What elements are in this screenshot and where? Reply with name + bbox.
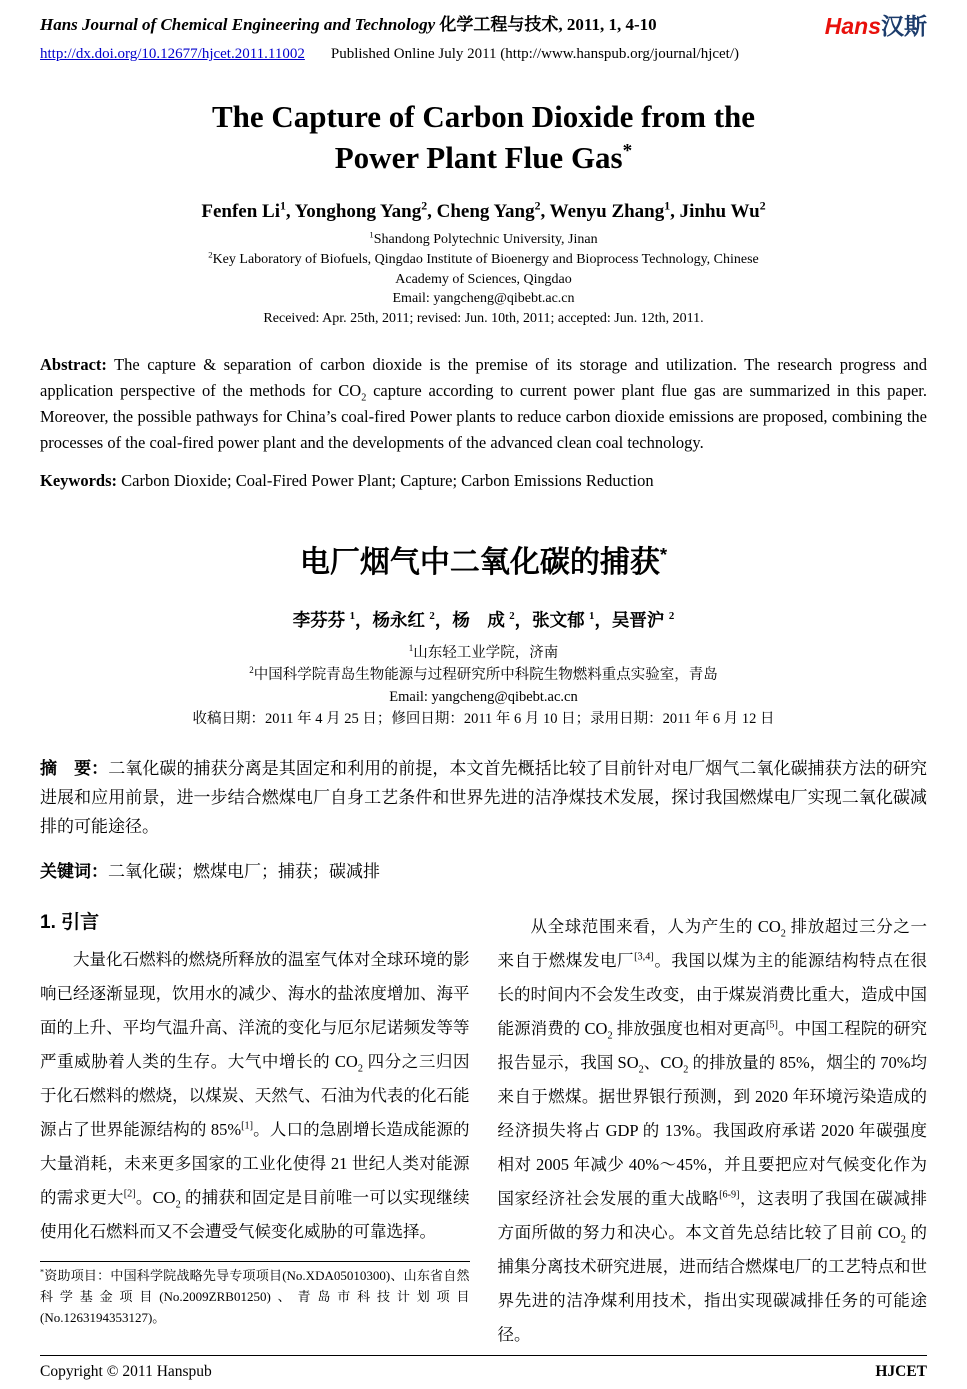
- journal-title: Hans Journal of Chemical Engineering and Technology 化学工程与技术, 2011, 1, 4-10: [40, 15, 657, 34]
- affiliation-en-1: $^1$Shandong Polytechnic University, Jinan: [369, 229, 598, 247]
- received-dates-zh: 收稿日期：2011 年 4 月 25 日；修回日期：2011 年 6 月 10 日；录用日期：2011 年 6 月 12 日: [192, 710, 775, 727]
- affiliation-zh-1: $^1$山东轻工业学院，济南: [408, 642, 559, 661]
- footer-copyright: Copyright © 2011 Hanspub: [40, 1363, 212, 1380]
- email-zh: Email: yangcheng@qibebt.ac.cn: [389, 688, 578, 705]
- affiliation-zh-2: $^2$中国科学院青岛生物能源与过程研究所中科院生物燃料重点实验室，青岛: [249, 664, 718, 683]
- keywords-en: Keywords: Carbon Dioxide; Coal-Fired Power Plant; Capture; Carbon Emissions Reduction: [40, 470, 654, 490]
- paper-title-en-line1: The Capture of Carbon Dioxide from the: [211, 99, 756, 134]
- affiliations-zh: [40, 642, 927, 730]
- intro-paragraph-left: 大量化石燃料的燃烧所释放的温室气体对全球环境的影响已经逐渐显现，饮用水的减少、海水的盐浓度增加、海平面的上升、平均气温升高、洋流的变化与厄尔尼诺频发等等严重威胁着人类的生存。大气中增长的 $CO_2$ 四分之三归因于化石燃料的燃烧，以煤炭、天然气、石油为代表的化石能源占了世界能源结构的 85%[1]。人口的急剧增长造成能源的大量消耗，未来更多国家的工业化使得 21 世纪人类对能源的需求更大[2]。$CO_2$ 的捕获和固定是目前唯一可以实现继续使用化石燃料而又不会遭受气候变化威胁的可靠选择。: [40, 949, 470, 1241]
- email-en: Email: yangcheng@qibebt.ac.cn: [392, 291, 575, 307]
- affiliations-en: [40, 230, 927, 329]
- paper-title-en-line2: Power Plant Flue Gas*: [334, 139, 633, 175]
- page-footer: [40, 1355, 927, 1381]
- funding-footnote-text: *资助项目：中国科学院战略先导专项项目(No.XDA05010300)、山东省自然科学基金项目(No.2009ZRB01250)、青岛市科技计划项目(No.1263194353127)。: [40, 1267, 470, 1325]
- body-columns: [40, 907, 927, 1352]
- keywords-zh: 关键词：二氧化碳；燃煤电厂；捕获；碳减排: [40, 861, 380, 881]
- publication-line: [40, 46, 927, 63]
- affiliation-en-2: $^2$Key Laboratory of Biofuels, Qingdao Institute of Bioenergy and Bioprocess Technology, Chinese: [208, 249, 759, 267]
- authors-en: Fenfen Li$^1$, Yonghong Yang$^2$, Cheng Yang$^2$, Wenyu Zhang$^1$, Jinhu Wu$^2$: [201, 199, 766, 222]
- paper-title-en: [40, 97, 927, 179]
- abstract-zh: 摘 要：二氧化碳的捕获分离是其固定和利用的前提，本文首先概括比较了目前针对电厂烟气二氧化碳捕获方法的研究进展和应用前景，进一步结合燃煤电厂自身工艺条件和世界先进的洁净煤技术发展，探讨我国燃煤电厂实现二氧化碳减排的可能途径。: [40, 758, 928, 837]
- authors-zh: 李芬芬 $^1$，杨永红 $^2$，杨 成 $^2$，张文郁 $^1$，吴晋沪 $^2$: [292, 609, 675, 630]
- left-column: [40, 907, 470, 1352]
- abstract-en: Abstract: The capture & separation of carbon dioxide is the premise of its storage and utilization. The research progress and application perspective of the methods for $CO_2$ capture according to current power plant flue gas are summarized in this paper. Moreover, the possible pathways for China’s coal-fired Power plants to reduce carbon dioxide emissions are proposed, combining the processes of the coal-fired power plant and the developments of the advanced clean coal technology.: [40, 355, 927, 452]
- hans-logo-hanzi: 汉斯: [881, 13, 927, 39]
- footer-journal-abbr: HJCET: [875, 1363, 927, 1380]
- received-dates-en: Received: Apr. 25th, 2011; revised: Jun. 10th, 2011; accepted: Jun. 12th, 2011.: [263, 311, 704, 327]
- page-header: [40, 8, 927, 41]
- footnote-rule: [40, 1261, 470, 1262]
- affiliation-en-2b: Academy of Sciences, Qingdao: [395, 271, 572, 287]
- hans-logo: [825, 8, 927, 41]
- paper-title-zh: 电厂烟气中二氧化碳的捕获*: [299, 543, 668, 579]
- intro-paragraph-right: 从全球范围来看，人为产生的 $CO_2$ 排放超过三分之一来自于燃煤发电厂[3,4]。我国以煤为主的能源结构特点在很长的时间内不会发生改变，由于煤炭消费比重大，造成中国能源消费的 $CO_2$ 排放强度也相对更高[5]。中国工程院的研究报告显示，我国 $SO_2$、$CO_2$ 的排放量的 85%，烟尘的 70%均来自于燃煤。据世界银行预测，到 2020 年环境污染造成的经济损失将占 GDP 的 13%。我国政府承诺 2020 年碳强度相对 2005 年减少 40%～45%，并且要把应对气候变化作为国家经济社会发展的重大战略[6-9]，这表明了我国在碳减排方面所做的努力和决心。本文首先总结比较了目前 $CO_2$ 的捕集分离技术研究进展，进而结合燃煤电厂的工艺特点和世界先进的洁净煤利用技术，指出实现碳减排任务的可能途径。: [497, 916, 928, 1344]
- published-online-text: Published Online July 2011 (http://www.hanspub.org/journal/hjcet/): [330, 46, 740, 62]
- hans-logo-text: Hans: [824, 13, 881, 39]
- funding-footnote: [40, 1261, 470, 1328]
- doi-link[interactable]: http://dx.doi.org/10.12677/hjcet.2011.11002: [40, 46, 305, 62]
- section-1-heading: 1. 引言: [40, 911, 100, 933]
- right-column: [498, 907, 928, 1352]
